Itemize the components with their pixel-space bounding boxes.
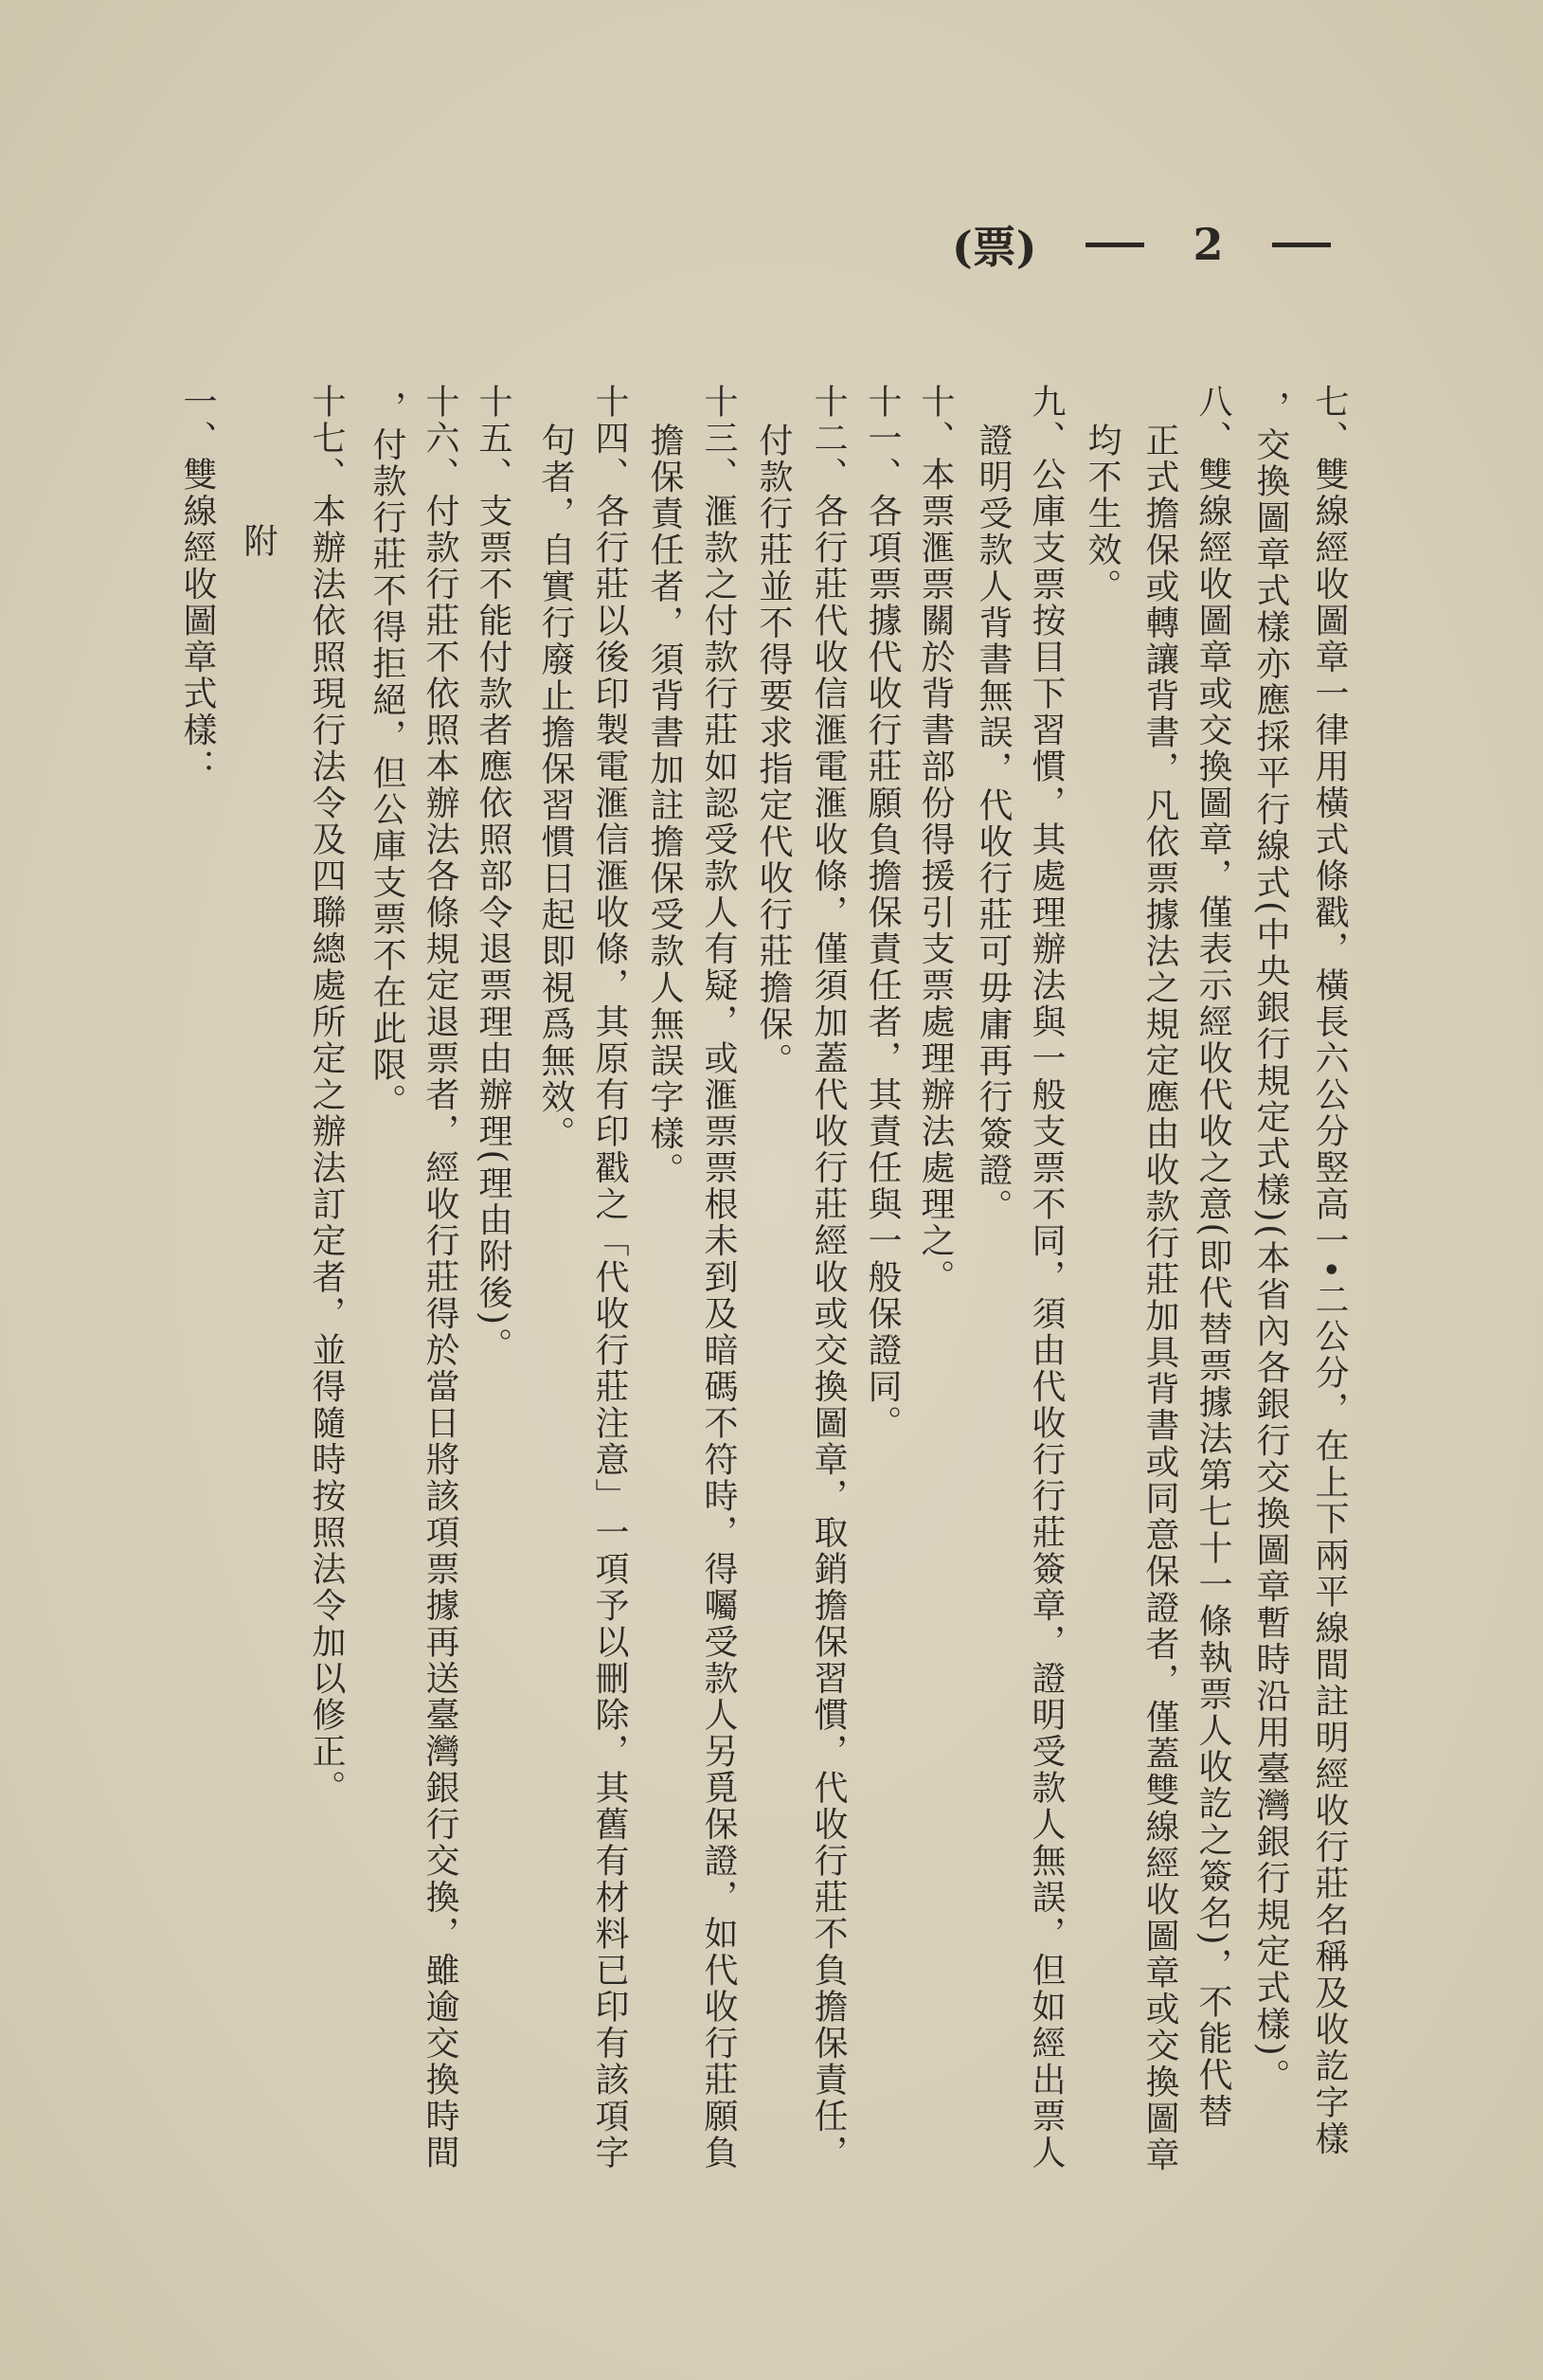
article-continuation-line: ，付款行莊不得拒絕，但公庫支票不在此限。 (368, 390, 406, 1120)
article-line: 八、雙線經收圖章或交換圖章，僅表示經收代收之意(即代替票據法第七十一條執票人收訖之簽名)，不能代替 (1193, 384, 1232, 2130)
article-continuation-line: 擔保責任者，須背書加註擔保受款人無誤字樣。 (645, 423, 684, 1189)
article-line: 七、雙線經收圖章一律用橫式條戳，橫長六公分竪高一•二公分，在上下兩平線間註明經收行莊名稱及收訖字樣 (1310, 384, 1349, 2157)
article-continuation-line: ，交換圖章式樣亦應採平行線式(中央銀行規定式樣)(本省內各銀行交換圖章暫時沿用臺灣銀行規定式樣)。 (1251, 390, 1290, 2095)
article-continuation-line: 付款行莊並不得要求指定代收行莊擔保。 (754, 423, 793, 1079)
article-continuation-line: 均不生效。 (1083, 423, 1121, 605)
article-line: 十一、各項票據代收行莊願負擔保責任者，其責任與一般保證同。 (863, 384, 902, 1442)
article-line: 九、公庫支票按目下習慣，其處理辦法與一般支票不同，須由代收行行莊簽章，證明受款人無誤，但如經出票人 (1027, 384, 1066, 2172)
page-number: 2 (1193, 219, 1224, 270)
article-line: 十二、各行莊代收信滙電滙收條，僅須加蓋代收行莊經收或交換圖章，取銷擔保習慣，代收行莊不負擔保責任， (809, 384, 848, 2172)
article-continuation-line: 正式擔保或轉讓背書，凡依票據法之規定應由收款行莊加具背書或同意保證者，僅蓋雙線經收圖章或交換圖章 (1140, 423, 1179, 2173)
article-line: 十五、支票不能付款者應依照部令退票理由辦理(理由附後)。 (474, 384, 512, 1364)
article-line: 一、雙線經收圖章式樣： (178, 384, 217, 785)
article-line: 十七、本辦法依照現行法令及四聯總處所定之辦法訂定者，並得隨時按照法令加以修正。 (307, 384, 346, 1807)
page-header (952, 216, 1331, 273)
dash-right (1272, 243, 1331, 247)
dash-left (1085, 243, 1144, 247)
section-label: (票) (952, 222, 1037, 273)
article-line: 十四、各行莊以後印製電滙信滙收條，其原有印戳之「代收行莊注意」一項予以刪除，其舊有材料已印有該項字 (590, 384, 629, 2172)
appendix-heading: 附 (239, 523, 278, 560)
article-line: 十六、付款行莊不依照本辦法各條規定退票者，經收行莊得於當日將該項票據再送臺灣銀行交換，雖逾交換時間 (421, 384, 459, 2172)
article-line: 十三、滙款之付款行莊如認受款人有疑，或滙票票根未到及暗碼不符時，得囑受款人另覓保證，如代收行莊願負 (699, 384, 738, 2172)
article-line: 十、本票滙票關於背書部份得援引支票處理辦法處理之。 (916, 384, 955, 1296)
article-continuation-line: 證明受款人背書無誤，代收行莊可毋庸再行簽證。 (974, 423, 1013, 1225)
article-continuation-line: 句者，自實行廢止擔保習慣日起即視爲無效。 (536, 423, 575, 1152)
